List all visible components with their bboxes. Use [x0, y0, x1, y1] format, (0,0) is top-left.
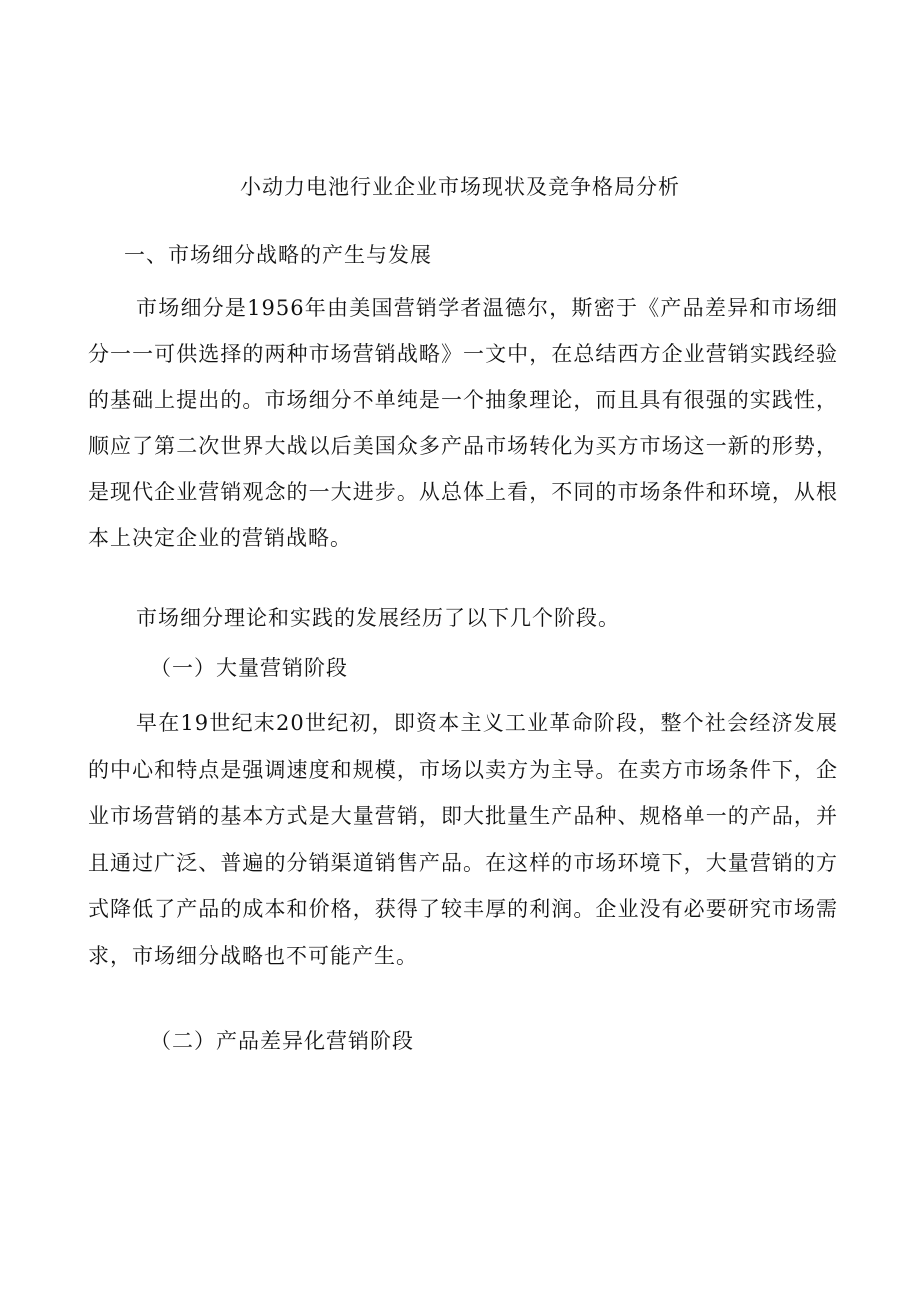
body-paragraph: 早在19世纪末20世纪初，即资本主义工业革命阶段，整个社会经济发展的中心和特点是强调速度和规模，市场以卖方为主导。在卖方市场条件下，企业市场营销的基本方式是大量营销，即大批量生产品种、规格单一的产品，并且通过广泛、普遍的分销渠道销售产品。在这样的市场环境下，大量营销的方式降低了产品的成本和价格，获得了较丰厚的利润。企业没有必要研究市场需求，市场细分战略也不可能产生。 [88, 711, 838, 968]
section-heading: 一、市场细分战略的产生与发展 [124, 243, 432, 267]
document-title: 小动力电池行业企业市场现状及竞争格局分析 [240, 175, 680, 199]
body-paragraph: 市场细分理论和实践的发展经历了以下几个阶段。 [136, 606, 620, 630]
body-paragraph: 市场细分是1956年由美国营销学者温德尔，斯密于《产品差异和市场细分一一可供选择的两种市场营销战略》一文中，在总结西方企业营销实践经验的基础上提出的。市场细分不单纯是一个抽象理论，而且具有很强的实践性，顺应了第二次世界大战以后美国众多产品市场转化为买方市场这一新的形势，是现代企业营销观念的一大进步。从总体上看，不同的市场条件和环境，从根本上决定企业的营销战略。 [88, 296, 838, 550]
subsection-heading: （一）大量营销阶段 [150, 656, 348, 680]
subsection-heading: （二）产品差异化营销阶段 [150, 1029, 414, 1053]
